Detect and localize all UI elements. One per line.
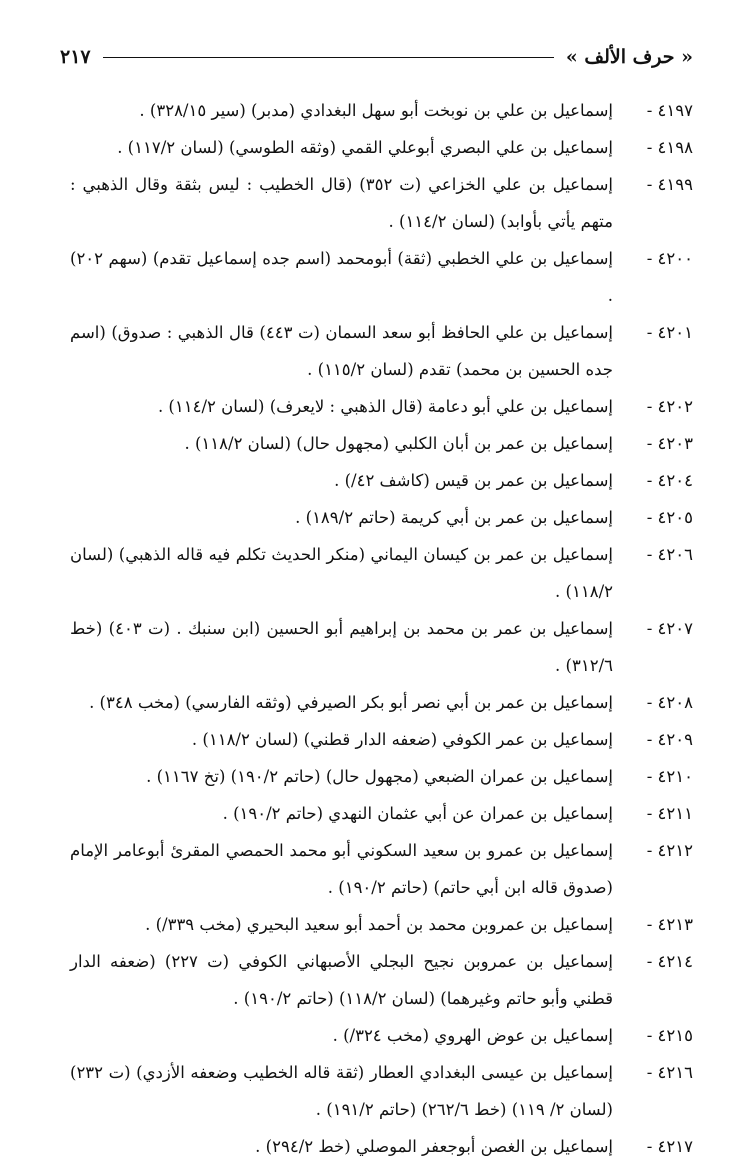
entry-4205 (70, 499, 693, 536)
entry-text: إسماعيل بن عمر بن أبي كريمة (حاتم ١٨٩/٢) . (295, 508, 613, 527)
entry-4206 (70, 536, 693, 610)
entry-4203 (70, 425, 693, 462)
entry-text: إسماعيل بن عمرو بن سعيد السكوني أبو محمد الحمصي المقرئ أبوعامر الإمام (صدوق قاله ابن أبي حاتم) (حاتم ١٩٠/٢) . (70, 841, 613, 897)
entry-text: إسماعيل بن عوض الهروي (مخب ٣٢٤/) . (332, 1026, 613, 1045)
header-rule (103, 57, 554, 58)
page-number: ٢١٧ (60, 46, 91, 68)
entry-number: ٤٢١٥ - (646, 1026, 693, 1045)
entry-4201 (70, 314, 693, 388)
entry-text: إسماعيل بن علي الخزاعي (ت ٣٥٢) (قال الخطيب : ليس بثقة وقال الذهبي : متهم يأتي بأوابد) (لسان ١١٤/٢) . (70, 175, 613, 231)
entry-4217 (70, 1128, 693, 1165)
entry-4213 (70, 906, 693, 943)
entry-text: إسماعيل بن عمر الكوفي (ضعفه الدار قطني) (لسان ١١٨/٢) . (191, 730, 613, 749)
entry-number: ٤٢٠٩ - (646, 730, 693, 749)
entry-number: ٤٢٠٦ - (646, 545, 693, 564)
entry-list (70, 92, 693, 1165)
entry-text: إسماعيل بن علي أبو دعامة (قال الذهبي : لايعرف) (لسان ١١٤/٢) . (157, 397, 613, 416)
entry-number: ٤١٩٩ - (646, 175, 693, 194)
entry-text: إسماعيل بن عمر بن أبان الكلبي (مجهول حال) (لسان ١١٨/٢) . (184, 434, 613, 453)
page-header (60, 40, 693, 74)
chapter-title: « حرف الألف » (565, 46, 693, 68)
entry-text: إسماعيل بن عمر بن محمد بن إبراهيم أبو الحسين (ابن سنبك . (ت ٤٠٣) (خط ٣١٢/٦) . (70, 619, 613, 675)
entry-number: ٤٢٠١ - (646, 323, 693, 342)
entry-number: ٤٢١٠ - (646, 767, 693, 786)
entry-number: ٤٢٠٥ - (646, 508, 693, 527)
entry-number: ٤٢١٦ - (646, 1063, 693, 1082)
entry-number: ٤٢٠٣ - (646, 434, 693, 453)
entry-4210 (70, 758, 693, 795)
entry-number: ٤٢١١ - (646, 804, 693, 823)
entry-text: إسماعيل بن عيسى البغدادي العطار (ثقة قاله الخطيب وضعفه الأزدي) (ت ٢٣٢) (لسان ٢/ ١١٩) (خط ٢٦٢/٦) (حاتم ١٩١/٢) . (70, 1063, 613, 1119)
entry-4212 (70, 832, 693, 906)
entry-4197 (70, 92, 693, 129)
entry-number: ٤٢١٢ - (646, 841, 693, 860)
entry-text: إسماعيل بن علي الحافظ أبو سعد السمان (ت ٤٤٣) قال الذهبي : صدوق) (اسم جده الحسين بن محمد) تقدم (لسان ١١٥/٢) . (70, 323, 613, 379)
entry-4202 (70, 388, 693, 425)
entry-number: ٤٢٠٤ - (646, 471, 693, 490)
entry-text: إسماعيل بن علي البصري أبوعلي القمي (وثقه الطوسي) (لسان ١١٧/٢) . (117, 138, 613, 157)
entry-text: إسماعيل بن الغصن أبوجعفر الموصلي (خط ٢٩٤/٢) . (255, 1137, 613, 1156)
entry-text: إسماعيل بن علي الخطبي (ثقة) أبومحمد (اسم جده إسماعيل تقدم) (سهم ٢٠٢) . (70, 249, 613, 305)
entry-number: ٤٢٠٢ - (646, 397, 693, 416)
entry-4214 (70, 943, 693, 1017)
entry-number: ٤١٩٧ - (646, 101, 693, 120)
entry-number: ٤٢٠٧ - (646, 619, 693, 638)
entry-number: ٤٢٠٨ - (646, 693, 693, 712)
entry-4199 (70, 166, 693, 240)
entry-text: إسماعيل بن عمران الضبعي (مجهول حال) (حاتم ١٩٠/٢) (تخ ١١٦٧) . (146, 767, 613, 786)
entry-4208 (70, 684, 693, 721)
entry-text: إسماعيل بن عمران عن أبي عثمان النهدي (حاتم ١٩٠/٢) . (222, 804, 613, 823)
entry-4211 (70, 795, 693, 832)
entry-number: ٤٢١٤ - (646, 952, 693, 971)
entry-4215 (70, 1017, 693, 1054)
entry-number: ٤١٩٨ - (646, 138, 693, 157)
entry-4198 (70, 129, 693, 166)
entry-text: إسماعيل بن عمر بن قيس (كاشف ٤٢/) . (334, 471, 613, 490)
entry-text: إسماعيل بن عمروبن محمد بن أحمد أبو سعيد البحيري (مخب ٣٣٩/) . (145, 915, 613, 934)
entry-number: ٤٢١٣ - (646, 915, 693, 934)
entry-number: ٤٢٠٠ - (646, 249, 693, 268)
entry-4209 (70, 721, 693, 758)
entry-4207 (70, 610, 693, 684)
entry-4216 (70, 1054, 693, 1128)
entry-text: إسماعيل بن عمر بن كيسان اليماني (منكر الحديث تكلم فيه قاله الذهبي) (لسان ١١٨/٢) . (70, 545, 613, 601)
entry-text: إسماعيل بن عمروبن نجيح البجلي الأصبهاني الكوفي (ت ٢٢٧) (ضعفه الدار قطني وأبو حاتم وغيرهما) (لسان ١١٨/٢) (حاتم ١٩٠/٢) . (70, 952, 613, 1008)
entry-text: إسماعيل بن عمر بن أبي نصر أبو بكر الصيرفي (وثقه الفارسي) (مخب ٣٤٨) . (89, 693, 613, 712)
entry-4204 (70, 462, 693, 499)
entry-4200 (70, 240, 693, 314)
entry-number: ٤٢١٧ - (646, 1137, 693, 1156)
entry-text: إسماعيل بن علي بن نوبخت أبو سهل البغدادي (مدبر) (سير ٣٢٨/١٥) . (139, 101, 613, 120)
